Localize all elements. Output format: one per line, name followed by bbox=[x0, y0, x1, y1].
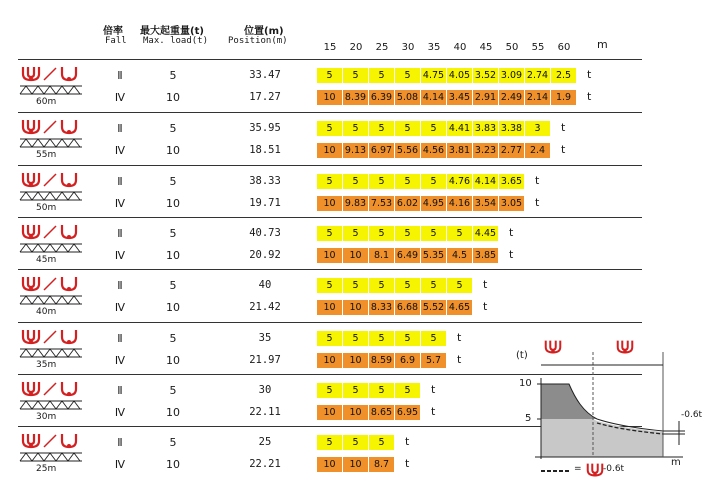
jib-length-label: 50m bbox=[36, 203, 57, 213]
unit-t-label: t bbox=[561, 143, 566, 156]
capacity-cell: 4.14 bbox=[474, 176, 497, 187]
capacity-cell: 5 bbox=[317, 121, 342, 136]
capacity-cell: 3.85 bbox=[474, 250, 497, 261]
group-divider bbox=[18, 322, 642, 323]
fall-value: Ⅳ bbox=[114, 144, 126, 157]
max-load-value: 5 bbox=[169, 69, 177, 82]
position-value: 21.42 bbox=[249, 301, 281, 313]
max-load-value: 5 bbox=[169, 332, 177, 345]
fall-value: Ⅱ bbox=[117, 279, 123, 292]
fall-value: Ⅳ bbox=[114, 249, 126, 262]
unit-t-label: t bbox=[405, 457, 410, 470]
capacity-cell: 6.95 bbox=[396, 407, 419, 418]
y-tick-label-5: 5 bbox=[525, 413, 532, 424]
max-load-value: 10 bbox=[166, 301, 180, 314]
capacity-cell: 5 bbox=[447, 278, 472, 293]
jib-group-50m bbox=[0, 168, 710, 218]
capacity-cell: 5 bbox=[369, 435, 394, 450]
fall-value: Ⅳ bbox=[114, 406, 126, 419]
capacity-cell: 8.59 bbox=[370, 355, 393, 366]
position-value: 38.33 bbox=[249, 175, 281, 187]
capacity-cell: 3.23 bbox=[474, 145, 497, 156]
capacity-cell: 3.81 bbox=[448, 145, 471, 156]
capacity-cell: 4.05 bbox=[448, 70, 471, 81]
max-load-value: 5 bbox=[169, 279, 177, 292]
capacity-cell: 6.49 bbox=[396, 250, 419, 261]
position-value: 40 bbox=[258, 279, 272, 291]
capacity-cell: 5.56 bbox=[396, 145, 419, 156]
capacity-cell: 5 bbox=[343, 68, 368, 83]
jib-group-55m bbox=[0, 115, 710, 165]
capacity-cell: 5 bbox=[421, 121, 446, 136]
jib-group-45m bbox=[0, 220, 710, 270]
capacity-cell: 8.33 bbox=[370, 302, 393, 313]
capacity-cell: 3.45 bbox=[448, 92, 471, 103]
capacity-cell: 4.56 bbox=[422, 145, 445, 156]
group-divider bbox=[18, 112, 642, 113]
capacity-cell: 3.65 bbox=[500, 176, 523, 187]
max-load-value: 10 bbox=[166, 406, 180, 419]
distance-label: 20 bbox=[349, 42, 363, 53]
fall-value: Ⅱ bbox=[117, 227, 123, 240]
capacity-cell: 10 bbox=[317, 457, 342, 472]
capacity-cell: 5 bbox=[343, 121, 368, 136]
load-header-cn: 最大起重量(t) bbox=[140, 26, 204, 37]
unit-t-label: t bbox=[587, 90, 592, 103]
hook-4fall-icon bbox=[543, 339, 563, 359]
max-load-value: 10 bbox=[166, 249, 180, 262]
distance-label: 50 bbox=[505, 42, 519, 53]
fall-value: Ⅱ bbox=[117, 69, 123, 82]
position-value: 25 bbox=[258, 436, 272, 448]
capacity-cell: 2.5 bbox=[551, 68, 576, 83]
unit-t-label: t bbox=[431, 405, 436, 418]
capacity-cell: 5 bbox=[343, 226, 368, 241]
capacity-cell: 5 bbox=[343, 383, 368, 398]
unit-t-label: t bbox=[535, 174, 540, 187]
capacity-cell: 5 bbox=[317, 226, 342, 241]
capacity-cell: 4.65 bbox=[448, 302, 471, 313]
capacity-cell: 8.39 bbox=[344, 92, 367, 103]
capacity-cell: 5 bbox=[317, 68, 342, 83]
position-value: 35.95 bbox=[249, 122, 281, 134]
capacity-cell: 8.7 bbox=[369, 457, 394, 472]
capacity-cell: 5 bbox=[395, 226, 420, 241]
capacity-cell: 5 bbox=[369, 174, 394, 189]
capacity-cell: 10 bbox=[343, 248, 368, 263]
capacity-cell: 3.52 bbox=[474, 70, 497, 81]
capacity-cell: 5 bbox=[369, 226, 394, 241]
position-value: 17.27 bbox=[249, 91, 281, 103]
capacity-cell: 10 bbox=[317, 90, 342, 105]
capacity-cell: 5.52 bbox=[422, 302, 445, 313]
capacity-cell: 5 bbox=[369, 331, 394, 346]
capacity-cell: 2.49 bbox=[500, 92, 523, 103]
capacity-cell: 2.14 bbox=[526, 92, 549, 103]
max-load-value: 10 bbox=[166, 197, 180, 210]
jib-length-label: 55m bbox=[36, 150, 57, 160]
unit-t-label: t bbox=[431, 383, 436, 396]
jib-length-label: 30m bbox=[36, 412, 57, 422]
position-header-cn: 位置(m) bbox=[244, 26, 284, 37]
capacity-cell: 5.08 bbox=[396, 92, 419, 103]
capacity-cell: 5 bbox=[421, 278, 446, 293]
max-load-value: 10 bbox=[166, 354, 180, 367]
capacity-cell: 3.54 bbox=[474, 198, 497, 209]
position-value: 33.47 bbox=[249, 69, 281, 81]
capacity-cell: 10 bbox=[317, 196, 342, 211]
capacity-cell: 5 bbox=[421, 226, 446, 241]
max-load-value: 5 bbox=[169, 175, 177, 188]
capacity-cell: 5 bbox=[317, 435, 342, 450]
unit-t-label: t bbox=[509, 248, 514, 261]
hook-2fall-icon bbox=[615, 339, 635, 359]
y-unit-label: (t) bbox=[516, 350, 528, 361]
capacity-cell: 5 bbox=[317, 278, 342, 293]
max-load-value: 10 bbox=[166, 458, 180, 471]
capacity-cell: 5 bbox=[421, 331, 446, 346]
max-load-value: 5 bbox=[169, 122, 177, 135]
group-divider bbox=[18, 217, 642, 218]
max-load-value: 10 bbox=[166, 91, 180, 104]
fall-header-cn: 倍率 bbox=[103, 26, 123, 37]
distance-label: 25 bbox=[375, 42, 389, 53]
position-value: 18.51 bbox=[249, 144, 281, 156]
hook-legend-icon bbox=[585, 462, 605, 482]
capacity-cell: 5 bbox=[395, 121, 420, 136]
position-value: 21.97 bbox=[249, 354, 281, 366]
position-value: 22.11 bbox=[249, 406, 281, 418]
max-load-value: 5 bbox=[169, 227, 177, 240]
distance-label: 45 bbox=[479, 42, 493, 53]
distance-label: 40 bbox=[453, 42, 467, 53]
distance-label: 55 bbox=[531, 42, 545, 53]
capacity-cell: 10 bbox=[317, 248, 342, 263]
capacity-cell: 4.41 bbox=[448, 123, 471, 134]
unit-t-label: t bbox=[483, 300, 488, 313]
capacity-cell: 8.1 bbox=[369, 248, 394, 263]
fall-value: Ⅱ bbox=[117, 122, 123, 135]
unit-t-label: t bbox=[405, 435, 410, 448]
capacity-cell: 10 bbox=[343, 457, 368, 472]
capacity-cell: 5 bbox=[343, 174, 368, 189]
unit-t-label: t bbox=[483, 278, 488, 291]
fall-value: Ⅳ bbox=[114, 458, 126, 471]
position-value: 20.92 bbox=[249, 249, 281, 261]
capacity-cell: 4.16 bbox=[448, 198, 471, 209]
unit-t-label: t bbox=[509, 226, 514, 239]
capacity-cell: 3 bbox=[525, 121, 550, 136]
capacity-cell: 5 bbox=[395, 174, 420, 189]
jib-group-40m bbox=[0, 272, 710, 322]
max-load-value: 5 bbox=[169, 384, 177, 397]
fall-value: Ⅳ bbox=[114, 197, 126, 210]
capacity-cell: 4.76 bbox=[448, 176, 471, 187]
capacity-cell: 7.53 bbox=[370, 198, 393, 209]
fall-header-en: Fall bbox=[105, 36, 127, 46]
deduction-label: -0.6t bbox=[681, 410, 703, 420]
capacity-cell: 4.95 bbox=[422, 198, 445, 209]
capacity-cell: 5 bbox=[369, 68, 394, 83]
fall-value: Ⅳ bbox=[114, 301, 126, 314]
distance-label: 15 bbox=[323, 42, 337, 53]
jib-length-label: 45m bbox=[36, 255, 57, 265]
position-value: 30 bbox=[258, 384, 272, 396]
capacity-cell: 5 bbox=[421, 174, 446, 189]
capacity-cell: 10 bbox=[343, 405, 368, 420]
capacity-cell: 4.5 bbox=[447, 248, 472, 263]
capacity-cell: 5 bbox=[343, 331, 368, 346]
capacity-cell: 5 bbox=[343, 435, 368, 450]
capacity-cell: 5 bbox=[447, 226, 472, 241]
capacity-cell: 3.09 bbox=[500, 70, 523, 81]
capacity-cell: 5 bbox=[369, 278, 394, 293]
distance-label: 60 bbox=[557, 42, 571, 53]
capacity-cell: 6.39 bbox=[370, 92, 393, 103]
capacity-cell: 10 bbox=[343, 353, 368, 368]
capacity-cell: 3.05 bbox=[500, 198, 523, 209]
capacity-cell: 5 bbox=[395, 331, 420, 346]
capacity-cell: 5 bbox=[317, 383, 342, 398]
jib-length-label: 60m bbox=[36, 97, 57, 107]
capacity-cell: 3.83 bbox=[474, 123, 497, 134]
fall-value: Ⅱ bbox=[117, 384, 123, 397]
fall-value: Ⅱ bbox=[117, 175, 123, 188]
capacity-cell: 5 bbox=[395, 383, 420, 398]
group-divider bbox=[18, 269, 642, 270]
distance-unit: m bbox=[597, 38, 608, 51]
fall-value: Ⅱ bbox=[117, 436, 123, 449]
jib-length-label: 35m bbox=[36, 360, 57, 370]
capacity-cell: 10 bbox=[317, 143, 342, 158]
legend-equals: = bbox=[574, 464, 582, 474]
position-value: 19.71 bbox=[249, 197, 281, 209]
jib-group-60m bbox=[0, 62, 710, 112]
unit-t-label: t bbox=[587, 68, 592, 81]
position-header-en: Position(m) bbox=[228, 36, 288, 46]
fall-value: Ⅳ bbox=[114, 91, 126, 104]
jib-length-label: 40m bbox=[36, 307, 57, 317]
capacity-cell: 10 bbox=[317, 405, 342, 420]
position-value: 40.73 bbox=[249, 227, 281, 239]
capacity-cell: 10 bbox=[343, 300, 368, 315]
load-header-en: Max. load(t) bbox=[143, 36, 209, 46]
max-load-value: 10 bbox=[166, 144, 180, 157]
capacity-cell: 4.75 bbox=[422, 70, 445, 81]
capacity-cell: 5 bbox=[343, 278, 368, 293]
position-value: 22.21 bbox=[249, 458, 281, 470]
capacity-cell: 6.97 bbox=[370, 145, 393, 156]
unit-t-label: t bbox=[457, 353, 462, 366]
capacity-cell: 10 bbox=[317, 300, 342, 315]
capacity-cell: 5.35 bbox=[422, 250, 445, 261]
fall-value: Ⅳ bbox=[114, 354, 126, 367]
unit-t-label: t bbox=[457, 331, 462, 344]
capacity-cell: 6.9 bbox=[395, 353, 420, 368]
y-tick-label-10: 10 bbox=[519, 378, 532, 389]
fall-value: Ⅱ bbox=[117, 332, 123, 345]
group-divider bbox=[18, 59, 642, 60]
distance-label: 35 bbox=[427, 42, 441, 53]
capacity-cell: 8.65 bbox=[370, 407, 393, 418]
capacity-cell: 2.74 bbox=[526, 70, 549, 81]
capacity-cell: 5 bbox=[369, 121, 394, 136]
group-divider bbox=[18, 165, 642, 166]
capacity-cell: 3.38 bbox=[500, 123, 523, 134]
capacity-cell: 5 bbox=[395, 278, 420, 293]
unit-t-label: t bbox=[535, 196, 540, 209]
distance-label: 30 bbox=[401, 42, 415, 53]
capacity-cell: 5 bbox=[395, 68, 420, 83]
capacity-cell: 4.14 bbox=[422, 92, 445, 103]
capacity-cell: 9.83 bbox=[344, 198, 367, 209]
capacity-cell: 10 bbox=[317, 353, 342, 368]
capacity-cell: 5.7 bbox=[421, 353, 446, 368]
capacity-cell: 2.4 bbox=[525, 143, 550, 158]
x-unit-label: m bbox=[671, 457, 681, 468]
load-curve-diagram bbox=[513, 338, 703, 488]
capacity-cell: 2.77 bbox=[500, 145, 523, 156]
capacity-cell: 5 bbox=[317, 331, 342, 346]
position-value: 35 bbox=[258, 332, 272, 344]
capacity-cell: 2.91 bbox=[474, 92, 497, 103]
capacity-cell: 5 bbox=[369, 383, 394, 398]
legend-deduction: -0.6t bbox=[603, 464, 625, 474]
jib-length-label: 25m bbox=[36, 464, 57, 474]
capacity-cell: 1.9 bbox=[551, 90, 576, 105]
capacity-cell: 6.02 bbox=[396, 198, 419, 209]
capacity-cell: 9.13 bbox=[344, 145, 367, 156]
max-load-value: 5 bbox=[169, 436, 177, 449]
capacity-cell: 6.68 bbox=[396, 302, 419, 313]
capacity-cell: 5 bbox=[317, 174, 342, 189]
capacity-cell: 4.45 bbox=[474, 228, 497, 239]
unit-t-label: t bbox=[561, 121, 566, 134]
